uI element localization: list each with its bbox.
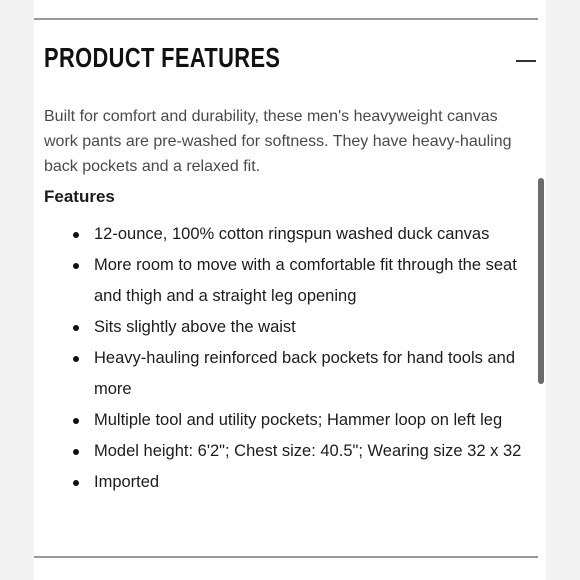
feature-item [94, 343, 542, 405]
feature-text: More room to move with a comfortable fit through the seat and thigh and a straight leg opening [94, 256, 517, 305]
feature-text: Multiple tool and utility pockets; Hammer loop on left leg [94, 411, 503, 429]
collapse-toggle-button[interactable] [510, 48, 540, 74]
feature-item [94, 219, 542, 250]
bullet-icon [73, 263, 79, 269]
product-description: Built for comfort and durability, these men's heavyweight canvas work pants are pre-washed for softness. They have heavy-hauling back pockets and a relaxed fit. [44, 108, 512, 175]
section-title: PRODUCT FEATURES [44, 42, 281, 73]
bullet-icon [73, 232, 79, 238]
minus-icon [516, 60, 536, 62]
feature-item [94, 436, 542, 467]
feature-item [94, 250, 542, 312]
feature-item [94, 467, 542, 498]
bullet-icon [73, 418, 79, 424]
feature-text: 12-ounce, 100% cotton ringspun washed duck canvas [94, 225, 490, 243]
bullet-icon [73, 480, 79, 486]
bullet-icon [73, 449, 79, 455]
feature-text: Imported [94, 473, 160, 491]
features-heading: Features [44, 187, 115, 206]
right-margin [546, 0, 580, 580]
feature-text: Heavy-hauling reinforced back pockets for hand tools and more [94, 349, 515, 398]
feature-text: Model height: 6'2"; Chest size: 40.5"; Wearing size 32 x 32 [94, 442, 522, 460]
bullet-icon [73, 325, 79, 331]
bullet-icon [73, 356, 79, 362]
feature-item [94, 312, 542, 343]
feature-list [94, 219, 542, 498]
feature-text: Sits slightly above the waist [94, 318, 296, 336]
left-margin [0, 0, 34, 580]
feature-item [94, 405, 542, 436]
bottom-divider [34, 556, 538, 558]
top-divider [34, 18, 538, 20]
